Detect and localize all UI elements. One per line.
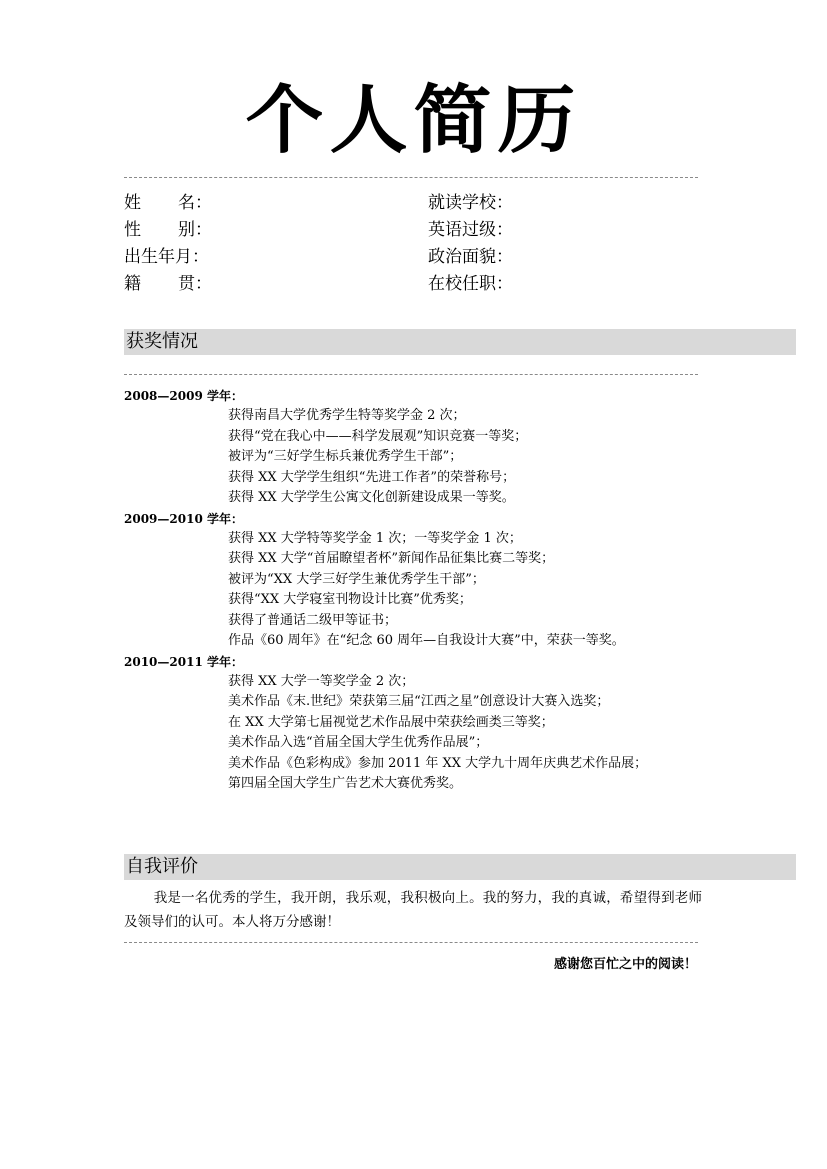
list-item: 美术作品入选“首届全国大学生优秀作品展”； — [228, 735, 489, 750]
list-item: 获得 XX 大学一等奖学金 2 次； — [228, 673, 415, 689]
label-name-2: 名： — [178, 193, 212, 213]
awards-list — [124, 386, 724, 795]
info-row — [124, 244, 698, 271]
list-item: 在 XX 大学第七届视觉艺术作品展中荣获绘画类三等奖； — [228, 714, 554, 730]
awards-section-header: 获奖情况 — [124, 329, 796, 355]
list-item: 获得 XX 大学学生组织“先进工作者”的荣誉称号； — [228, 469, 516, 485]
self-eval-section-header: 自我评价 — [124, 854, 796, 880]
list-item: 获得 XX 大学特等奖学金 1 次；一等奖学金 1 次； — [228, 530, 522, 546]
label-name-1: 姓 — [124, 193, 141, 213]
label-hometown-1: 籍 — [124, 274, 141, 294]
list-item: 获得“XX 大学寝室刊物设计比赛”优秀奖； — [228, 592, 472, 607]
label-school: 就读学校： — [428, 193, 513, 213]
label-gender-2: 别： — [178, 220, 212, 240]
divider-bottom — [124, 942, 698, 943]
divider-awards — [124, 374, 698, 375]
list-item: 获得“党在我心中——科学发展观”知识竞赛一等奖； — [228, 428, 528, 444]
label-birth-date: 出生年月： — [124, 247, 209, 267]
label-political-status: 政治面貌： — [428, 247, 513, 267]
label-campus-position: 在校任职： — [428, 274, 513, 294]
list-item: 获得 XX 大学“首届瞭望者杯”新闻作品征集比赛二等奖； — [228, 551, 555, 566]
list-item: 作品《60 周年》在“纪念 60 周年—自我设计大赛”中，荣获一等奖。 — [228, 633, 625, 648]
year-heading: 2010—2011 学年： — [124, 654, 243, 669]
list-item: 第四届全国大学生广告艺术大赛优秀奖。 — [228, 776, 463, 791]
personal-info — [124, 190, 698, 298]
divider-top — [124, 177, 698, 178]
label-gender-1: 性 — [124, 220, 141, 240]
list-item: 获得了普通话二级甲等证书； — [228, 612, 398, 628]
self-eval-text: 我是一名优秀的学生，我开朗，我乐观，我积极向上。我的努力，我的真诚，希望得到老师及领导们的认可。本人将万分感谢！ — [124, 890, 702, 930]
info-row — [124, 190, 698, 217]
page-title: 个人简历 — [245, 78, 582, 164]
label-english-level: 英语过级： — [428, 220, 513, 240]
info-row — [124, 271, 698, 298]
list-item: 被评为“三好学生标兵兼优秀学生干部”； — [228, 449, 463, 464]
list-item: 美术作品《末.世纪》荣获第三届“江西之星”创意设计大赛入选奖； — [228, 694, 610, 709]
thanks-note: 感谢您百忙之中的阅读！ — [553, 957, 697, 972]
year-heading: 2008—2009 学年： — [124, 389, 243, 403]
list-item: 获得 XX 大学学生公寓文化创新建设成果一等奖。 — [228, 490, 515, 505]
label-hometown-2: 贯： — [178, 274, 212, 294]
list-item: 获得南昌大学优秀学生特等奖学金 2 次； — [228, 408, 466, 423]
year-heading: 2009—2010 学年： — [124, 511, 243, 526]
info-row — [124, 217, 698, 244]
list-item: 美术作品《色彩构成》参加 2011 年 XX 大学九十周年庆典艺术作品展； — [228, 755, 648, 771]
list-item: 被评为“XX 大学三好学生兼优秀学生干部”； — [228, 571, 485, 587]
